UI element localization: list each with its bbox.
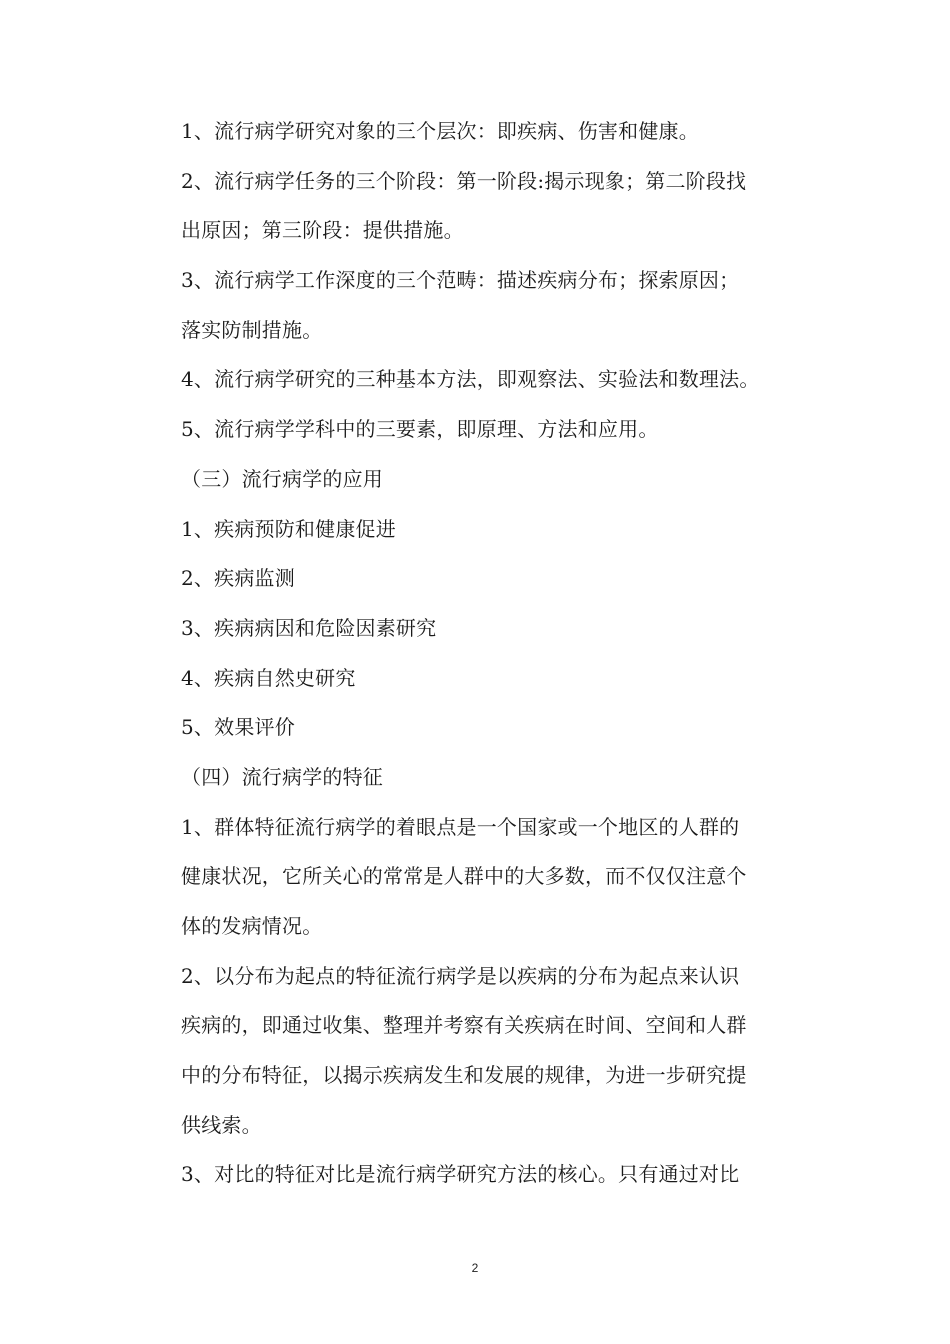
page-number: 2 xyxy=(471,1261,479,1275)
text-line: 4、疾病自然史研究 xyxy=(181,665,356,690)
text-line: 2、流行病学任务的三个阶段：第一阶段:揭示现象；第二阶段找 xyxy=(181,168,747,193)
text-line: 2、疾病监测 xyxy=(181,566,295,591)
text-line: 3、流行病学工作深度的三个范畴：描述疾病分布；探索原因； xyxy=(181,268,740,293)
text-line: 5、流行病学学科中的三要素，即原理、方法和应用。 xyxy=(181,417,659,442)
text-line: 疾病的，即通过收集、整理并考察有关疾病在时间、空间和人群 xyxy=(181,1013,747,1038)
text-line: 5、效果评价 xyxy=(181,715,295,740)
text-line: 2、以分布为起点的特征流行病学是以疾病的分布为起点来认识 xyxy=(181,963,740,988)
text-line: 出原因；第三阶段：提供措施。 xyxy=(181,218,464,243)
section-heading: （四）流行病学的特征 xyxy=(181,764,383,789)
text-line: 供线索。 xyxy=(181,1112,262,1137)
text-line: 落实防制措施。 xyxy=(181,317,323,342)
text-line: 3、对比的特征对比是流行病学研究方法的核心。只有通过对比 xyxy=(181,1162,740,1187)
text-line: 3、疾病病因和危险因素研究 xyxy=(181,615,437,640)
text-line: 1、群体特征流行病学的着眼点是一个国家或一个地区的人群的 xyxy=(181,814,740,839)
text-line: 4、流行病学研究的三种基本方法，即观察法、实验法和数理法。 xyxy=(181,367,760,392)
text-line: 1、流行病学研究对象的三个层次：即疾病、伤害和健康。 xyxy=(181,119,699,143)
section-heading: （三）流行病学的应用 xyxy=(181,466,383,491)
text-line: 1、疾病预防和健康促进 xyxy=(181,516,396,541)
text-line: 健康状况，它所关心的常常是人群中的大多数，而不仅仅注意个 xyxy=(181,864,747,889)
body-text xyxy=(181,107,801,1200)
text-line: 中的分布特征，以揭示疾病发生和发展的规律，为进一步研究提 xyxy=(181,1063,747,1088)
text-line: 体的发病情况。 xyxy=(181,914,323,938)
